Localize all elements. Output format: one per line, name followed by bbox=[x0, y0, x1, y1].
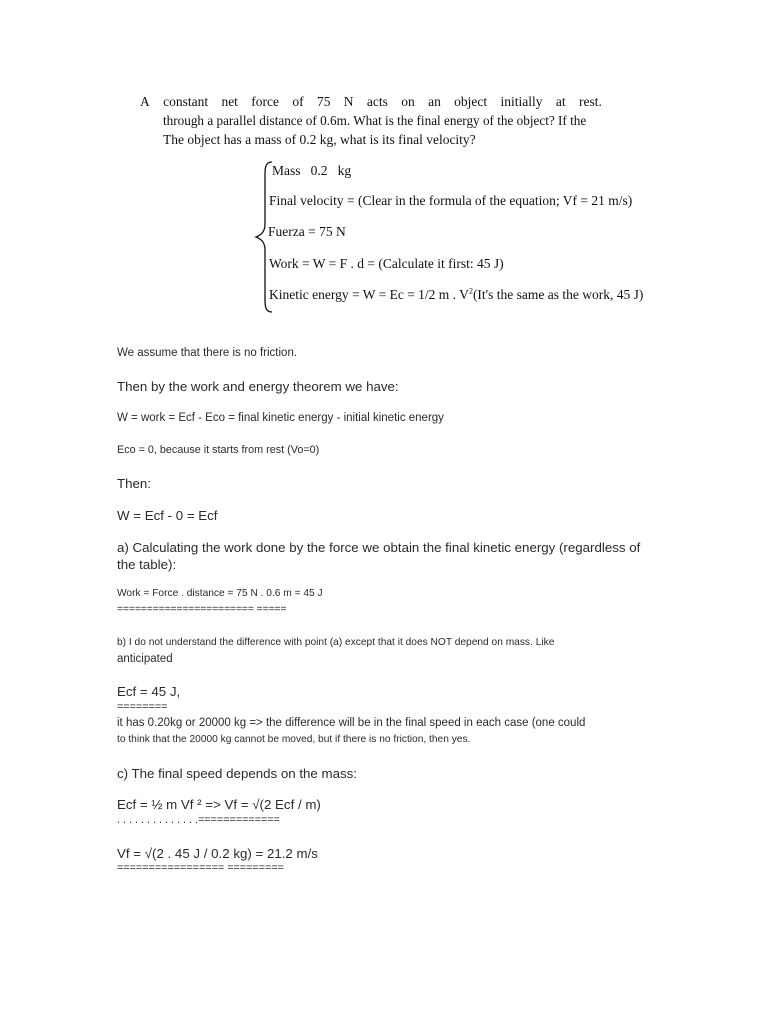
then-label: Then: bbox=[117, 476, 152, 491]
mass-comparison-line-2: to think that the 20000 kg cannot be moved, but if there is no friction, then yes. bbox=[117, 734, 471, 745]
part-b-line-1: b) I do not understand the difference with point (a) except that it does NOT depend on mass. Like bbox=[117, 637, 555, 648]
kinetic-text: Kinetic energy = W = Ec = 1/2 m . V bbox=[269, 287, 469, 302]
w-ecf-line: W = Ecf - 0 = Ecf bbox=[117, 508, 218, 523]
word: net bbox=[221, 94, 238, 109]
word: force bbox=[251, 94, 280, 109]
word: A bbox=[140, 94, 150, 109]
theorem-line: Then by the work and energy theorem we have: bbox=[117, 379, 399, 394]
velocity-formula: Ecf = ½ m Vf ² => Vf = √(2 Ecf / m) bbox=[117, 797, 321, 812]
word: initially bbox=[500, 94, 543, 109]
ecf-value: Ecf = 45 J, bbox=[117, 684, 181, 699]
word: on bbox=[401, 94, 415, 109]
data-mass: Mass 0.2 kg bbox=[272, 163, 352, 178]
final-velocity-result: Vf = √(2 . 45 J / 0.2 kg) = 21.2 m/s bbox=[117, 846, 318, 861]
part-c-line: c) The final speed depends on the mass: bbox=[117, 766, 357, 781]
word: rest. bbox=[578, 94, 602, 109]
word: object bbox=[454, 94, 488, 109]
ecf-underline: ======== bbox=[117, 701, 168, 713]
formula-underline: . . . . . . . . . . . . . .============= bbox=[117, 814, 280, 826]
mass-comparison-line-1: it has 0.20kg or 20000 kg => the difference will be in the final speed in each case (one could bbox=[117, 717, 586, 729]
problem-line-2: through a parallel distance of 0.6m. What is the final energy of the object? If the bbox=[163, 113, 587, 128]
word: 75 bbox=[316, 94, 331, 109]
word: at bbox=[555, 94, 566, 109]
data-kinetic-energy bbox=[269, 287, 643, 303]
work-underline: ======================= ===== bbox=[117, 604, 287, 615]
part-a-line-2: the table): bbox=[117, 557, 177, 572]
data-final-velocity: Final velocity = (Clear in the formula of the equation; Vf = 21 m/s) bbox=[269, 193, 633, 208]
kinetic-note: (It's the same as the work, 45 J) bbox=[472, 287, 644, 302]
problem-line-3: The object has a mass of 0.2 kg, what is its final velocity? bbox=[163, 132, 476, 147]
result-underline: ================= ========= bbox=[117, 862, 284, 874]
word: constant bbox=[163, 94, 209, 109]
word: an bbox=[428, 94, 441, 109]
part-a-line-1: a) Calculating the work done by the force we obtain the final kinetic energy (regardless of bbox=[117, 540, 641, 555]
word: N bbox=[343, 94, 354, 109]
data-work: Work = W = F . d = (Calculate it first: 45 J) bbox=[269, 256, 504, 271]
friction-assumption: We assume that there is no friction. bbox=[117, 347, 298, 359]
problem-line-1 bbox=[140, 94, 602, 110]
kinetic-exponent: 2 bbox=[468, 286, 473, 296]
word: of bbox=[292, 94, 304, 109]
word: acts bbox=[366, 94, 388, 109]
work-definition: W = work = Ecf - Eco = final kinetic energy - initial kinetic energy bbox=[117, 412, 444, 424]
part-b-line-2: anticipated bbox=[117, 653, 173, 665]
work-calculation: Work = Force . distance = 75 N . 0.6 m = 45 J bbox=[117, 588, 323, 599]
eco-line: Eco = 0, because it starts from rest (Vo=0) bbox=[117, 444, 320, 456]
data-force: Fuerza = 75 N bbox=[268, 224, 346, 239]
